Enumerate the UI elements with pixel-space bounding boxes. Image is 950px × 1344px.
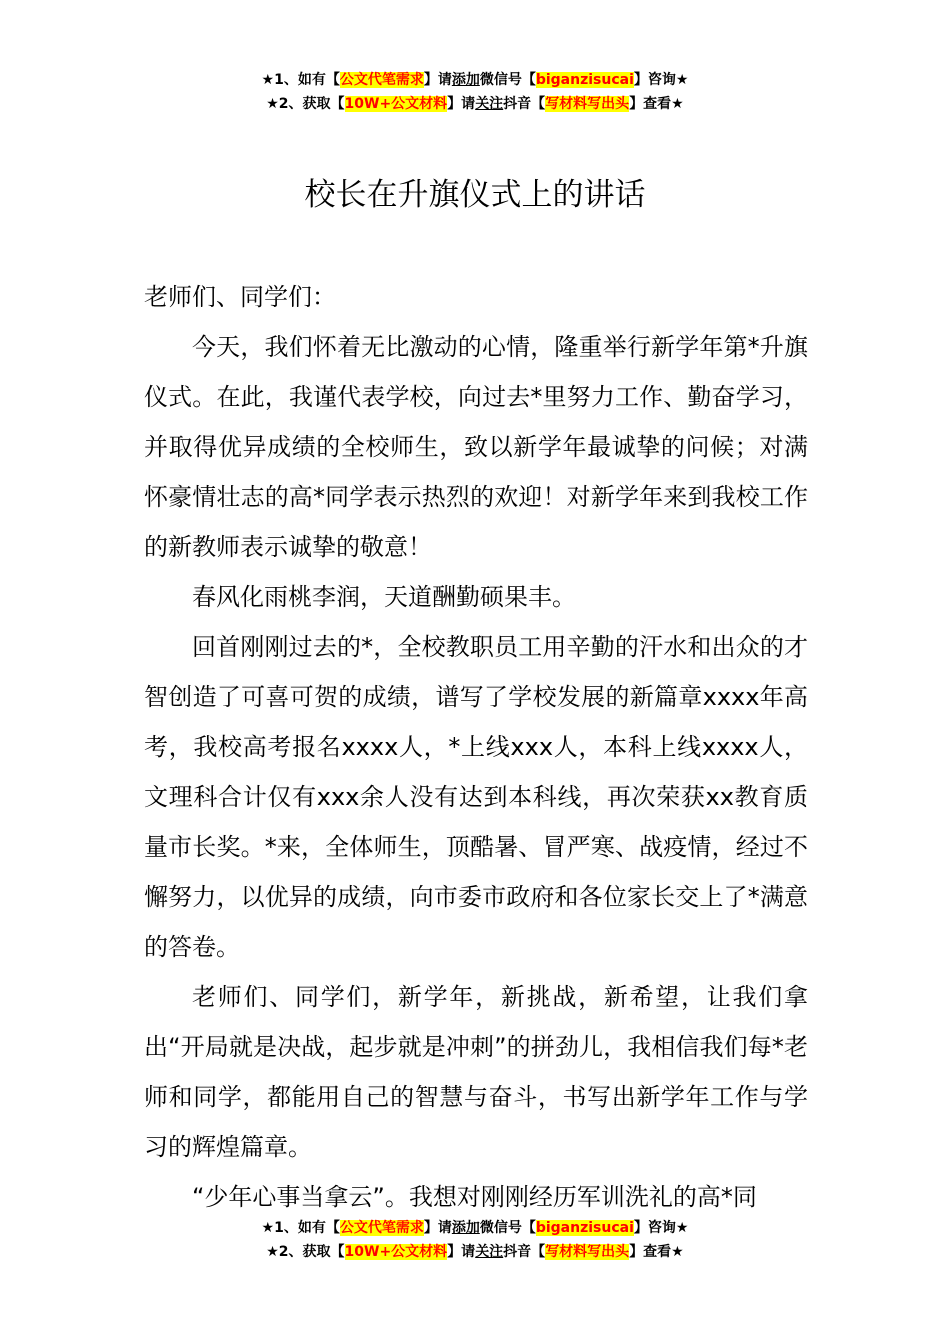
banner-text: 微信号【 bbox=[479, 72, 536, 88]
banner-text: 】请 bbox=[423, 72, 452, 88]
salutation: 老师们、同学们： bbox=[144, 283, 336, 311]
banner-emphasis: 关注 bbox=[475, 96, 504, 112]
banner-line-2 bbox=[0, 92, 950, 116]
highlight-materials: 10W+公文材料 bbox=[344, 96, 448, 112]
highlight-douyin: 写材料写出头 bbox=[545, 96, 630, 112]
highlight-wechat-id: biganzisucai bbox=[535, 1220, 634, 1236]
banner-text: ★1、如有【 bbox=[261, 72, 340, 88]
banner-line-1 bbox=[0, 68, 950, 92]
highlight-service: 公文代笔需求 bbox=[339, 72, 424, 88]
paragraph: 回首刚刚过去的*，全校教职员工用辛勤的汗水和出众的才智创造了可喜可贺的成绩，谱写了学校发展的新篇章xxxx年高考，我校高考报名xxxx人，*上线xxx人，本科上线xxxx人，文理科合计仅有xxx余人没有达到本科线，再次荣获xx教育质量市长奖。*来，全体师生，顶酷暑、冒严寒、战疫情，经过不懈努力，以优异的成绩，向市委市政府和各位家长交上了*满意的答卷。 bbox=[144, 633, 808, 961]
banner-emphasis: 添加 bbox=[451, 1220, 480, 1236]
banner-text: ★2、获取【 bbox=[266, 1244, 345, 1260]
highlight-wechat-id: biganzisucai bbox=[535, 72, 634, 88]
paragraph: “少年心事当拿云”。我想对刚刚经历军训洗礼的高*同 bbox=[192, 1183, 757, 1211]
banner-text: 】请 bbox=[423, 1220, 452, 1236]
banner-text: 】咨询★ bbox=[633, 72, 689, 88]
banner-text: 微信号【 bbox=[479, 1220, 536, 1236]
highlight-douyin: 写材料写出头 bbox=[545, 1244, 630, 1260]
highlight-materials: 10W+公文材料 bbox=[344, 1244, 448, 1260]
banner-text: 抖音【 bbox=[503, 96, 546, 112]
banner-text: 抖音【 bbox=[503, 1244, 546, 1260]
banner-emphasis: 添加 bbox=[451, 72, 480, 88]
document-body bbox=[144, 272, 808, 1222]
paragraph: 春风化雨桃李润，天道酬勤硕果丰。 bbox=[192, 583, 576, 611]
document-title: 校长在升旗仪式上的讲话 bbox=[304, 177, 646, 213]
paragraph: 今天，我们怀着无比激动的心情，隆重举行新学年第*升旗仪式。在此，我谨代表学校，向过去*里努力工作、勤奋学习，并取得优异成绩的全校师生，致以新学年最诚挚的问候；对满怀豪情壮志的高*同学表示热烈的欢迎！对新学年来到我校工作的新教师表示诚挚的敬意！ bbox=[144, 333, 808, 561]
banner-text: 】请 bbox=[447, 1244, 476, 1260]
banner-text: ★1、如有【 bbox=[261, 1220, 340, 1236]
highlight-service: 公文代笔需求 bbox=[339, 1220, 424, 1236]
banner-line-2 bbox=[0, 1240, 950, 1264]
banner-text: ★2、获取【 bbox=[266, 96, 345, 112]
footer-banner bbox=[0, 1216, 950, 1264]
banner-text: 】请 bbox=[447, 96, 476, 112]
paragraph: 老师们、同学们，新学年，新挑战，新希望，让我们拿出“开局就是决战，起步就是冲刺”的拼劲儿，我相信我们每*老师和同学，都能用自己的智慧与奋斗，书写出新学年工作与学习的辉煌篇章。 bbox=[144, 983, 808, 1161]
banner-text: 】查看★ bbox=[629, 96, 684, 112]
header-banner bbox=[0, 68, 950, 116]
banner-text: 】查看★ bbox=[629, 1244, 684, 1260]
banner-emphasis: 关注 bbox=[475, 1244, 504, 1260]
banner-text: 】咨询★ bbox=[633, 1220, 689, 1236]
banner-line-1 bbox=[0, 1216, 950, 1240]
